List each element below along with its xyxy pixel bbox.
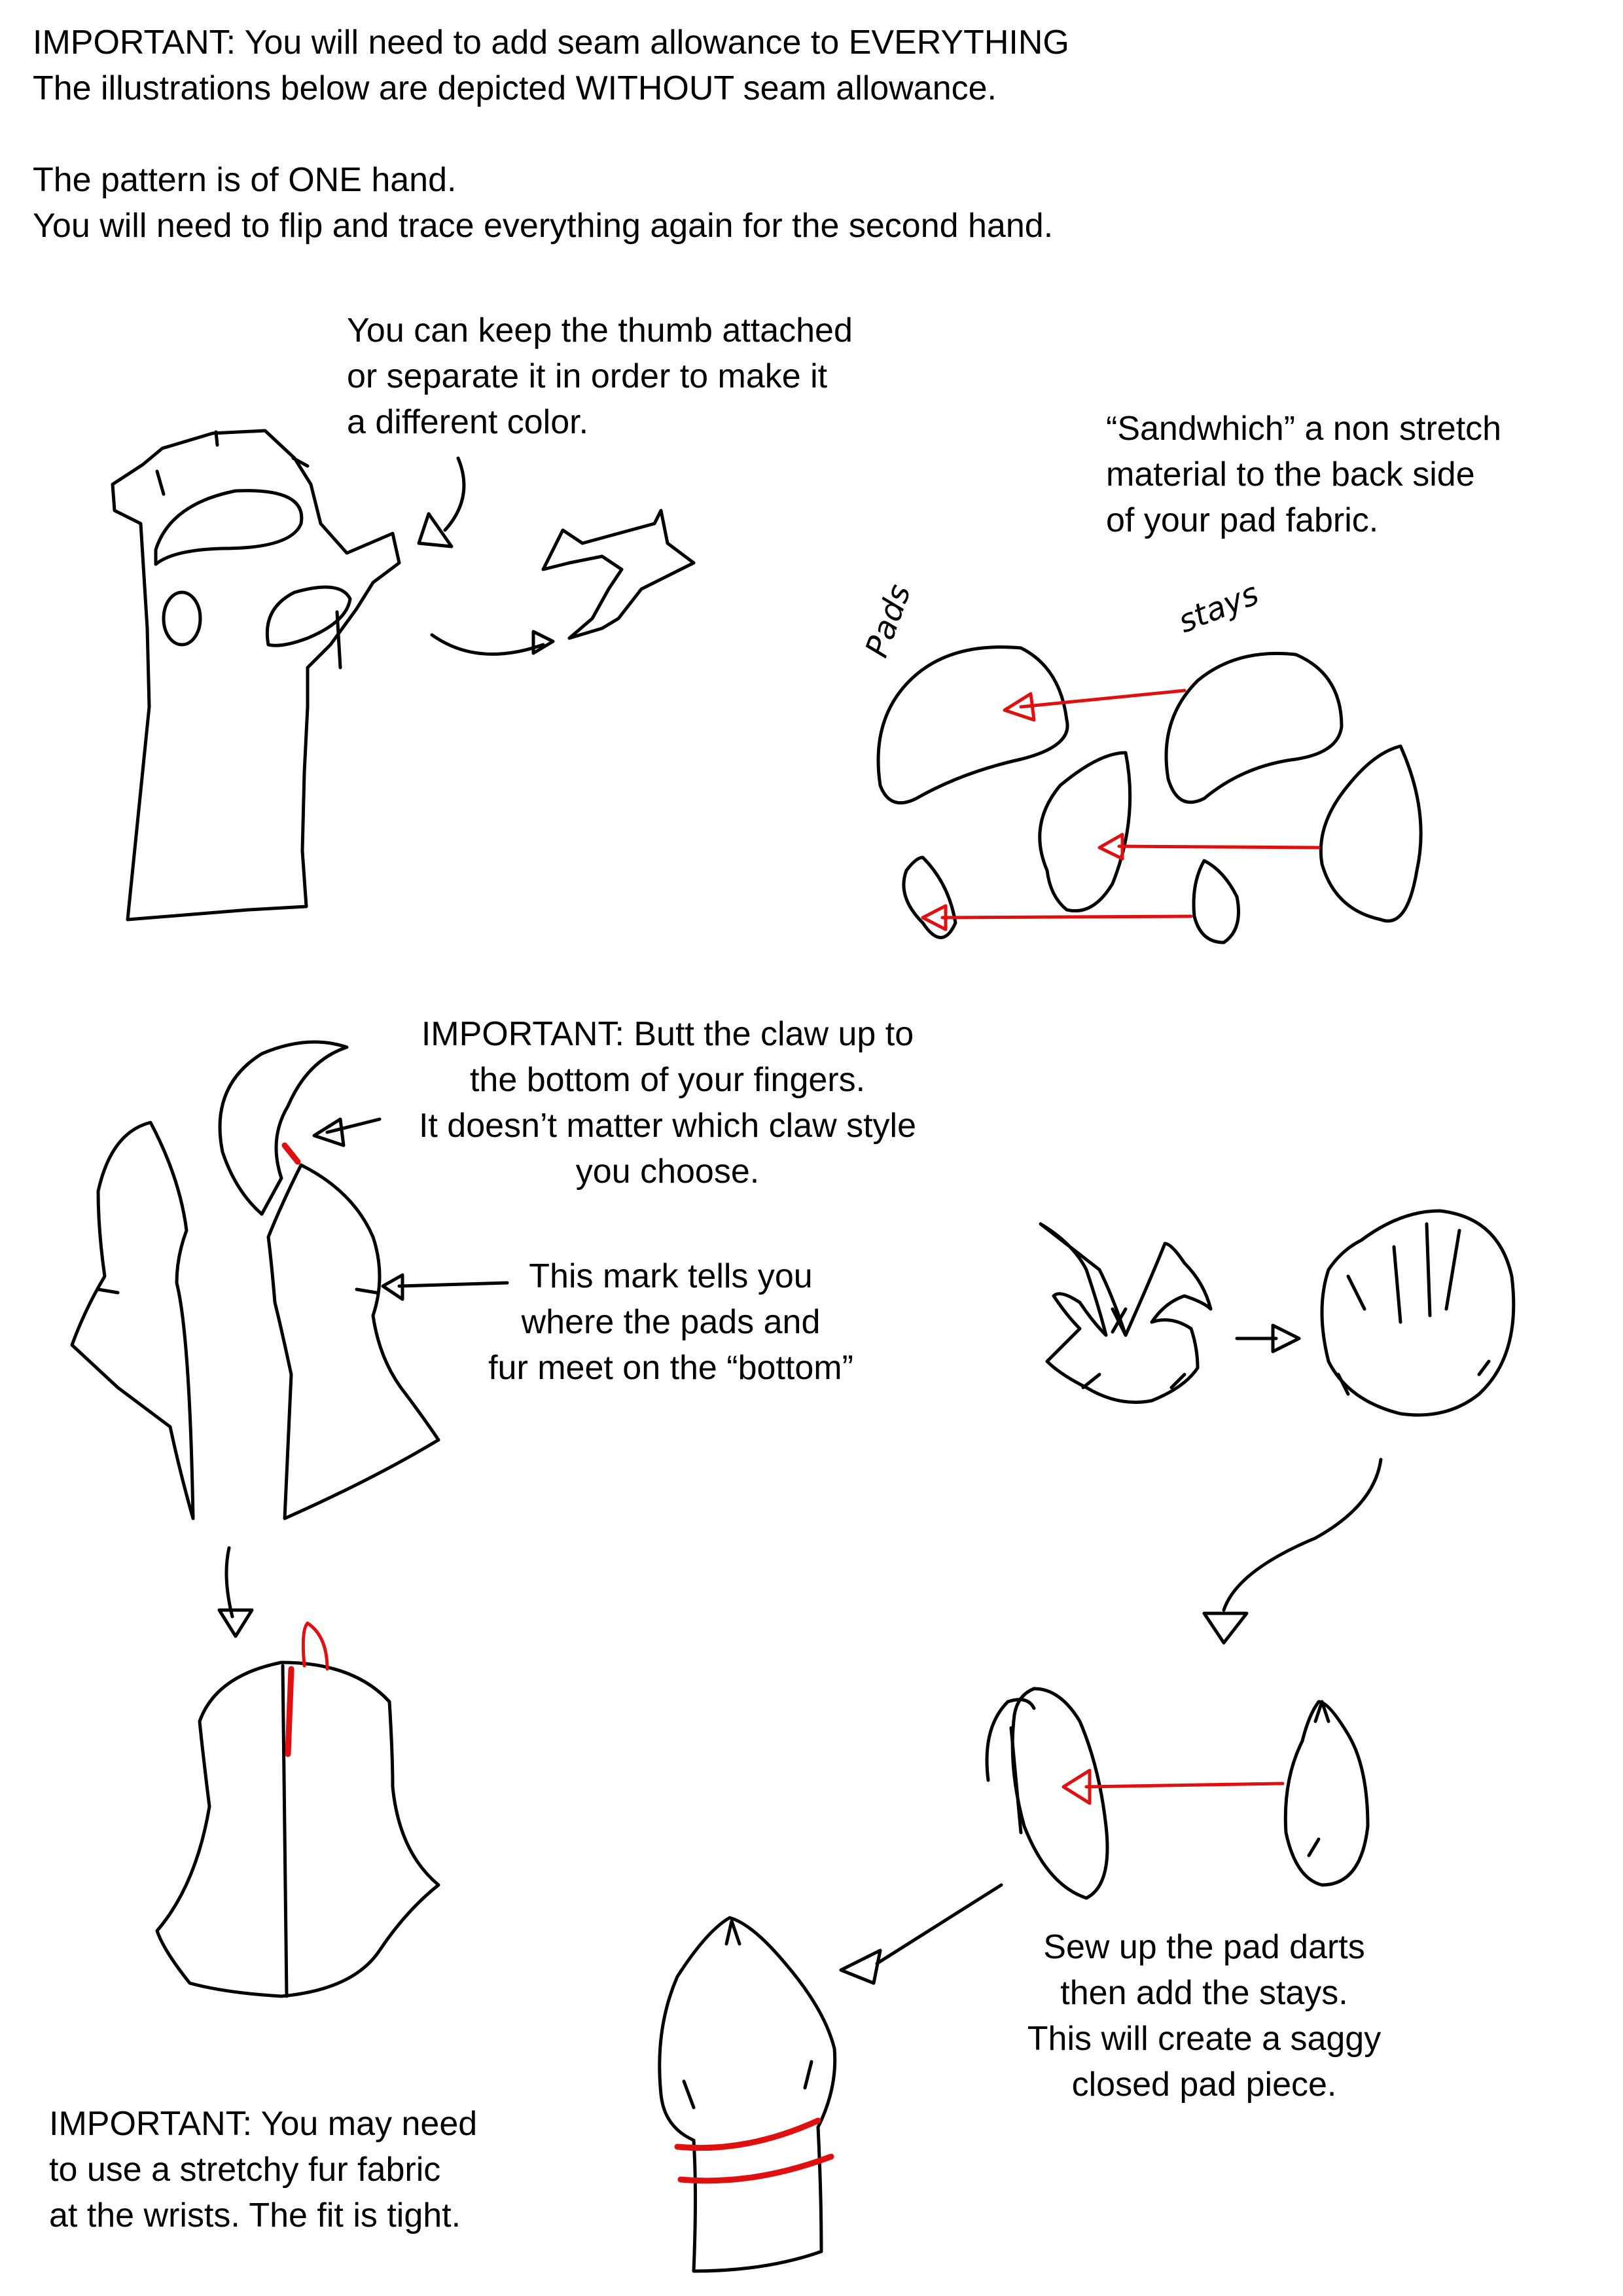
small-stay-arrow bbox=[942, 916, 1191, 918]
intro-line-4: You will need to flip and trace everything again for the second hand. bbox=[33, 207, 1054, 245]
darts-note-line-4: closed pad piece. bbox=[1071, 2066, 1337, 2104]
wrist-note-line-3: at the wrists. The fit is tight. bbox=[49, 2197, 461, 2234]
finished-paw bbox=[660, 1918, 835, 2271]
mark-note-line-2: where the pads and bbox=[521, 1303, 821, 1341]
claw-note-line-4: you choose. bbox=[575, 1153, 760, 1191]
down-arrow-head bbox=[219, 1610, 252, 1636]
right-finger-piece bbox=[268, 1165, 438, 1518]
round-pad-dart-3 bbox=[1446, 1230, 1459, 1309]
palm-opening bbox=[156, 491, 302, 564]
paw-tick-1 bbox=[684, 2081, 694, 2108]
small-opening bbox=[164, 592, 200, 645]
darts-note-line-2: then add the stays. bbox=[1060, 1974, 1348, 2012]
finger-tick-2 bbox=[216, 432, 217, 445]
right-pad-mark bbox=[357, 1289, 376, 1293]
large-stay bbox=[1166, 653, 1342, 802]
to-finished-arrow-head bbox=[841, 1950, 880, 1983]
center-seam bbox=[283, 1666, 287, 1996]
middle-stay bbox=[1321, 746, 1421, 921]
left-pad-mark bbox=[98, 1289, 118, 1293]
thumb-note-line-2: or separate it in order to make it bbox=[347, 357, 828, 395]
closed-pad-round bbox=[1322, 1211, 1514, 1415]
round-pad-tick-2 bbox=[1479, 1361, 1489, 1374]
sewn-finger-outline bbox=[157, 1662, 438, 1996]
hand-outline bbox=[113, 431, 399, 920]
claw-seam-highlight bbox=[288, 1669, 291, 1754]
hand-pattern-piece bbox=[113, 431, 399, 920]
round-pad-dart-2 bbox=[1427, 1224, 1430, 1316]
sewn-finger-piece bbox=[157, 1623, 438, 1996]
stays-label: stays bbox=[1173, 575, 1264, 641]
oval-stay bbox=[1285, 1702, 1368, 1885]
intro-line-2: The illustrations below are depicted WITHOUT seam allowance. bbox=[33, 69, 997, 107]
thumb-note-line-1: You can keep the thumb attached bbox=[347, 312, 853, 350]
claw-join-mark bbox=[285, 1145, 298, 1162]
curve-down-arrow-head bbox=[1204, 1613, 1247, 1643]
separate-thumb-head bbox=[533, 632, 553, 653]
intro-line-3: The pattern is of ONE hand. bbox=[33, 161, 457, 199]
paw-dart bbox=[726, 1921, 740, 1944]
saggy-pad-seam bbox=[1011, 1728, 1021, 1833]
middle-pad bbox=[1040, 753, 1130, 911]
small-stay bbox=[1194, 861, 1239, 942]
stay-tick bbox=[1309, 1839, 1319, 1856]
paw-outline bbox=[660, 1918, 835, 2271]
darts-note-line-3: This will create a saggy bbox=[1027, 2020, 1382, 2058]
thumb-pointer-line bbox=[445, 458, 464, 530]
round-pad-dart-1 bbox=[1394, 1247, 1400, 1322]
mark-note-line-3: fur meet on the “bottom” bbox=[488, 1349, 853, 1387]
small-pad bbox=[904, 857, 955, 938]
intro-line-1: IMPORTANT: You will need to add seam allowance to EVERYTHING bbox=[33, 24, 1069, 62]
thumb-pointer-arrow bbox=[419, 458, 464, 547]
claw-tip-highlight bbox=[303, 1623, 327, 1669]
finger-tick-1 bbox=[157, 471, 164, 494]
curve-down-arrow-line bbox=[1224, 1460, 1381, 1610]
thumb-outline bbox=[543, 511, 694, 638]
stay-insert-arrow bbox=[1086, 1784, 1283, 1787]
large-pad bbox=[878, 647, 1067, 803]
round-pad-dart-4 bbox=[1348, 1276, 1364, 1309]
down-arrow-line bbox=[226, 1548, 232, 1617]
sandwich-note-line-3: of your pad fabric. bbox=[1106, 501, 1379, 539]
thumb-note-line-3: a different color. bbox=[347, 403, 589, 441]
paw-tick-2 bbox=[805, 2062, 812, 2088]
wrist-band-lower bbox=[681, 2157, 831, 2181]
pad-assembly bbox=[1041, 1211, 1514, 1643]
dart-tick-1 bbox=[1083, 1374, 1099, 1388]
left-finger-piece bbox=[72, 1122, 193, 1518]
sandwich-note-line-2: material to the back side bbox=[1106, 456, 1475, 493]
wrist-note-line-1: IMPORTANT: You may need bbox=[49, 2105, 478, 2143]
claw-note-line-2: the bottom of your fingers. bbox=[469, 1061, 866, 1099]
mark-note-line-1: This mark tells you bbox=[529, 1257, 813, 1295]
saggy-pad-fold bbox=[987, 1700, 1034, 1780]
separate-thumb-arrow bbox=[432, 632, 553, 654]
wrist-note-line-2: to use a stretchy fur fabric bbox=[49, 2151, 441, 2189]
large-stay-arrow bbox=[1021, 691, 1185, 707]
claw-note-line-1: IMPORTANT: Butt the claw up to bbox=[421, 1015, 914, 1053]
claw-note-line-3: It doesn’t matter which claw style bbox=[418, 1107, 917, 1145]
pads-and-stays bbox=[878, 647, 1421, 942]
middle-stay-arrow bbox=[1119, 846, 1319, 848]
separated-thumb-piece bbox=[543, 511, 694, 638]
pads-label: Pads bbox=[858, 579, 919, 662]
sandwich-note-line-1: “Sandwhich” a non stretch bbox=[1106, 410, 1502, 448]
darts-note-line-1: Sew up the pad darts bbox=[1043, 1928, 1365, 1966]
saggy-pad-outer bbox=[1012, 1689, 1107, 1898]
separate-thumb-line bbox=[432, 635, 543, 654]
wrist-band-upper bbox=[677, 2121, 818, 2148]
